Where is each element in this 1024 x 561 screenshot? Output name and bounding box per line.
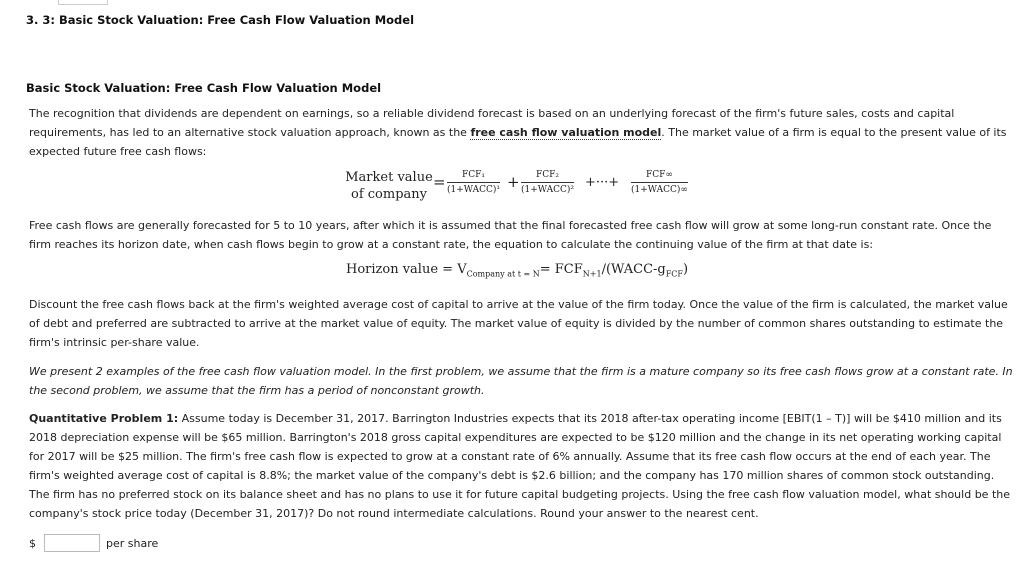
lhs-line1: Market value xyxy=(345,170,433,185)
problem-label: Quantitative Problem 1: xyxy=(29,412,179,425)
fraction-2-numerator: FCF₂ xyxy=(521,170,574,183)
fraction-1-numerator: FCF₁ xyxy=(447,170,500,183)
ellipsis-terms: +···+ xyxy=(585,175,620,190)
horizon-eq: = V xyxy=(438,262,467,277)
lhs-line2: of company xyxy=(351,187,427,202)
horizon-mid: = FCF xyxy=(539,262,583,277)
fraction-3-denominator: (1+WACC)∞ xyxy=(631,185,688,195)
fraction-3 xyxy=(631,170,688,195)
fraction-2-denominator: (1+WACC)² xyxy=(521,185,574,195)
intro-paragraph xyxy=(29,104,1014,161)
horizon-sub-company: Company at t = N xyxy=(466,269,540,279)
intro-text-after: . The market value of a firm is equal to the present value of its expected future free cash flows: xyxy=(29,126,1007,158)
section-title: Basic Stock Valuation: Free Cash Flow Valuation Model xyxy=(26,81,382,95)
intro-text-before: The recognition that dividends are dependent on earnings, so a reliable dividend forecast is based on an underlying forecast of the firm's future sales, costs and capital requirements, has led to an alternative stock valuation approach, known as the xyxy=(29,107,955,139)
quantitative-problem-1 xyxy=(29,409,1014,523)
horizon-sub-fcf: FCF xyxy=(665,269,683,279)
equals-sign: = xyxy=(433,173,446,191)
horizon-value-equation xyxy=(346,262,688,279)
paragraph-discount: Discount the free cash flows back at the firm's weighted average cost of capital to arrive at the value of the firm today. Once the value of the firm is calculated, the market value of debt and preferred are subtracted to arrive at the market value of equity. The market value of equity is divided by the number of common shares outstanding to estimate the firm's intrinsic per-share value. xyxy=(29,298,1008,349)
equation-lhs xyxy=(345,169,433,203)
currency-symbol: $ xyxy=(29,536,36,550)
fraction-1-denominator: (1+WACC)¹ xyxy=(447,185,500,195)
horizon-tail: /(WACC-g xyxy=(601,262,666,277)
per-share-label: per share xyxy=(106,536,159,550)
question-header: 3. 3: Basic Stock Valuation: Free Cash Flow Valuation Model xyxy=(26,13,415,27)
horizon-close: ) xyxy=(682,262,689,277)
plus-sign: + xyxy=(507,173,520,191)
top-tab-box xyxy=(58,0,108,5)
problem-text: Assume today is December 31, 2017. Barrington Industries expects that its 2018 after-tax operating income [EBIT(1 – T)] will be $410 million and its 2018 depreciation expense will be $65 million. Barrington's 2018 gross capital expenditures are expected to be $120 million and the change in its net operating working capital for 2017 will be $25 million. The firm's free cash flow is expected to grow at a constant rate of 6% annually. Assume that its free cash flow occurs at the end of each year. The firm's weighted average cost of capital is 8.8%; the market value of the company's debt is $2.6 billion; and the company has 170 million shares of common stock outstanding. The firm has no preferred stock on its balance sheet and has no plans to use it for future capital budgeting projects. Using the free cash flow valuation model, what should be the company's stock price today (December 31, 2017)? Do not round intermediate calculations. Round your answer to the nearest cent. xyxy=(29,412,1010,520)
horizon-lhs: Horizon value xyxy=(346,262,439,277)
free-cash-flow-term-link[interactable]: free cash flow valuation model xyxy=(470,126,662,139)
fraction-2 xyxy=(521,170,574,195)
horizon-sub-n1: N+1 xyxy=(582,269,602,279)
stock-price-input[interactable] xyxy=(44,534,100,552)
answer-row xyxy=(29,534,158,552)
paragraph-examples: We present 2 examples of the free cash flow valuation model. In the first problem, we assume that the firm is a mature company so its free cash flows grow at a constant rate. In the second problem, we assume that the firm has a period of nonconstant growth. xyxy=(29,365,1013,397)
fraction-3-numerator: FCF∞ xyxy=(631,170,688,183)
paragraph-horizon: Free cash flows are generally forecasted for 5 to 10 years, after which it is assumed that the final forecasted free cash flow will grow at some long-run constant rate. Once the firm reaches its horizon date, when cash flows begin to grow at a constant rate, the equation to calculate the continuing value of the firm at that date is: xyxy=(29,219,992,251)
fraction-1 xyxy=(447,170,500,195)
